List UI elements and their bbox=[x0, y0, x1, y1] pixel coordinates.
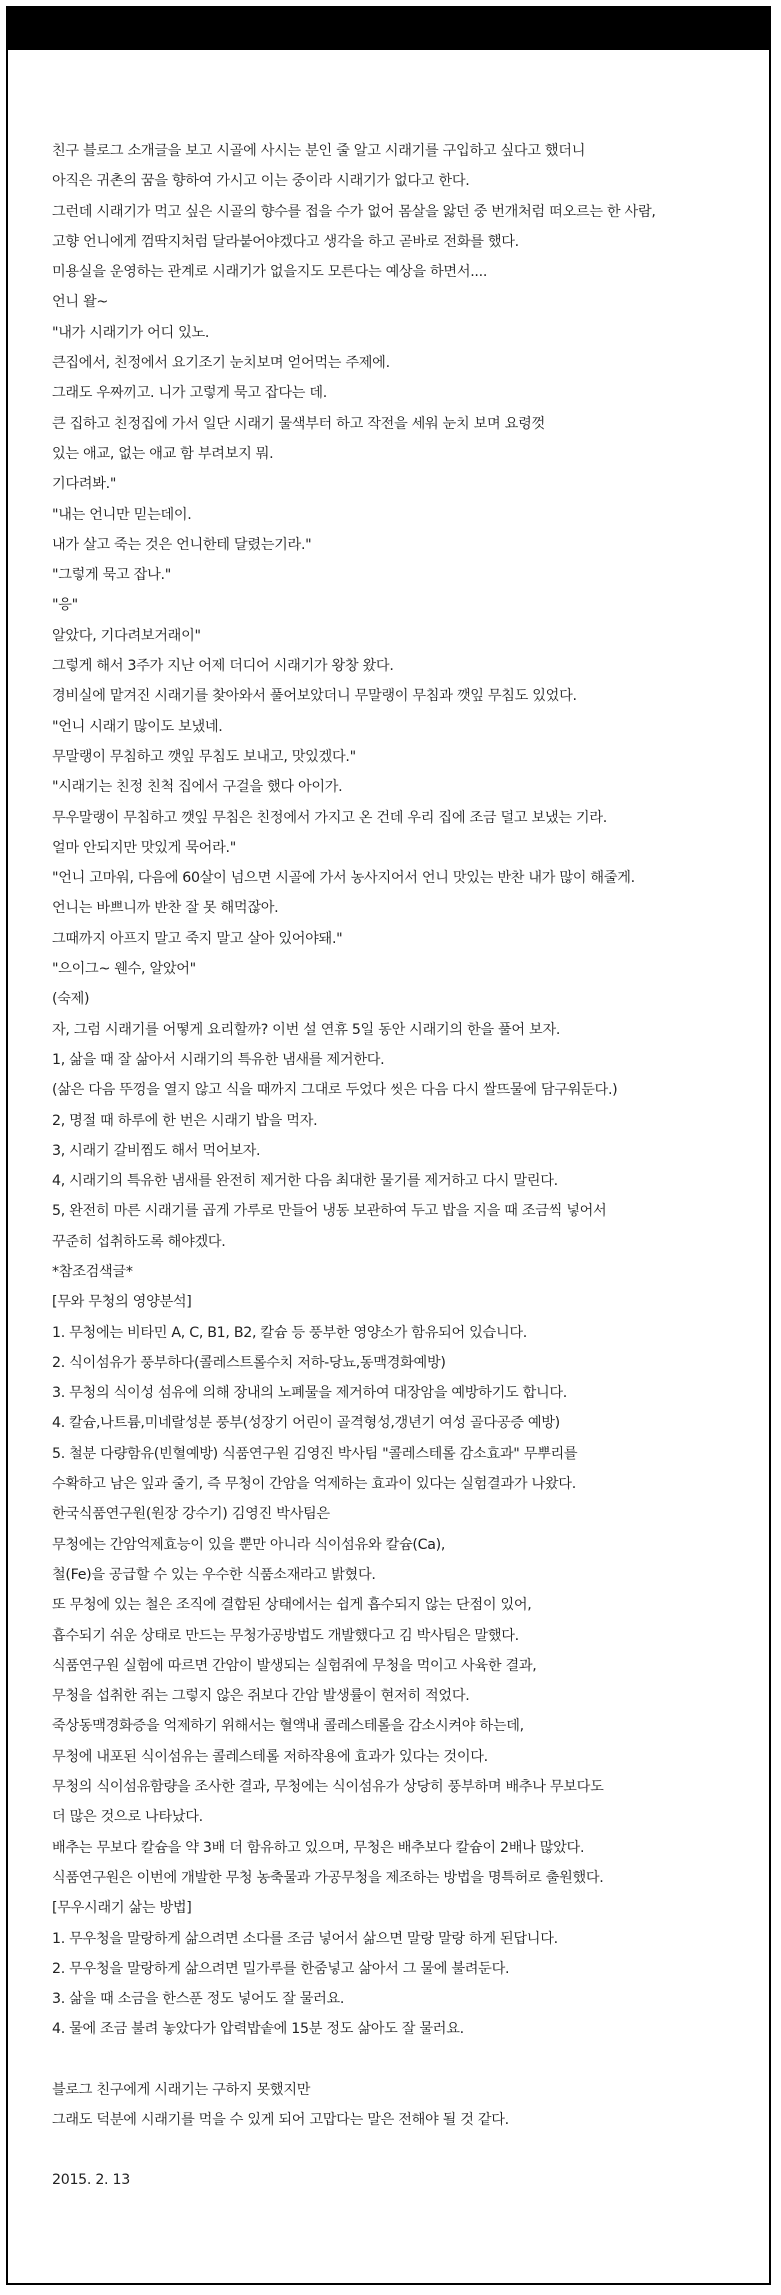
text-line: 알았다, 기다려보거래이" bbox=[52, 627, 201, 644]
post-text-lines bbox=[52, 136, 766, 2045]
text-line: 무말랭이 무침하고 깻잎 무침도 보내고, 맛있겠다." bbox=[52, 748, 356, 765]
text-line: "으이그~ 웬수, 알았어" bbox=[52, 961, 196, 978]
document-frame bbox=[6, 6, 771, 2285]
text-line: 4. 칼슘,나트륨,미네랄성분 풍부(성장기 어린이 골격형성,갱년기 여성 골다공증 예방) bbox=[52, 1415, 560, 1432]
text-line: 식품연구원 실험에 따르면 간암이 발생되는 실험쥐에 무청을 먹이고 사육한 결과, bbox=[52, 1657, 537, 1674]
text-line: 4, 시래기의 특유한 냄새를 완전히 제거한 다음 최대한 물기를 제거하고 다시 말린다. bbox=[52, 1173, 558, 1190]
text-line: 2. 무우청을 말랑하게 삶으려면 밀가루를 한줌넣고 삶아서 그 물에 불려둔다. bbox=[52, 1960, 510, 1977]
text-line: 그런데 시래기가 먹고 싶은 시골의 향수를 접을 수가 없어 몸살을 앓던 중 번개처럼 떠오르는 한 사람, bbox=[52, 203, 656, 220]
text-line: 1. 무우청을 말랑하게 삶으려면 소다를 조금 넣어서 삶으면 말랑 말랑 하게 된답니다. bbox=[52, 1930, 558, 1947]
text-line: (삶은 다음 뚜껑을 열지 않고 식을 때까지 그대로 두었다 씻은 다음 다시 쌀뜨물에 담구워둔다.) bbox=[52, 1082, 618, 1099]
text-line: 한국식품연구원(원장 강수기) 김영진 박사팀은 bbox=[52, 1506, 330, 1523]
text-line: 4. 물에 조금 불려 놓았다가 압력밥솥에 15분 정도 삶아도 잘 물러요. bbox=[52, 2021, 464, 2038]
text-line: 그때까지 아프지 말고 죽지 말고 살아 있어야돼." bbox=[52, 930, 343, 947]
text-line: 3, 시래기 갈비찜도 해서 먹어보자. bbox=[52, 1142, 261, 1159]
text-line: 언니는 바쁘니까 반찬 잘 못 해먹잖아. bbox=[52, 900, 279, 917]
text-line: 미용실을 운영하는 관계로 시래기가 없을지도 모른다는 예상을 하면서.... bbox=[52, 264, 488, 281]
text-line: 그래도 우짜끼고. 니가 고렇게 묵고 잡다는 데. bbox=[52, 385, 327, 402]
text-line: 경비실에 맡겨진 시래기를 찾아와서 풀어보았더니 무말랭이 무침과 깻잎 무침도 있었다. bbox=[52, 688, 577, 705]
top-black-bar bbox=[8, 8, 769, 50]
text-line: (숙제) bbox=[52, 991, 90, 1008]
text-line: 무청의 식이섬유함량을 조사한 결과, 무청에는 식이섬유가 상당히 풍부하며 배추나 무보다도 bbox=[52, 1779, 604, 1796]
text-line: 고향 언니에게 껌딱지처럼 달라붙어야겠다고 생각을 하고 곧바로 전화를 했다. bbox=[52, 233, 519, 250]
text-line: 무청에는 간암억제효능이 있을 뿐만 아니라 식이섬유와 칼슘(Ca), bbox=[52, 1536, 446, 1553]
text-line: 무청을 섭취한 쥐는 그렇지 않은 쥐보다 간암 발생률이 현저히 적었다. bbox=[52, 1688, 470, 1705]
text-line: 3. 무청의 식이성 섬유에 의해 장내의 노폐물을 제거하여 대장암을 예방하기도 합니다. bbox=[52, 1385, 568, 1402]
text-line: 5, 완전히 마른 시래기를 곱게 가루로 만들어 냉동 보관하여 두고 밥을 지을 때 조금씩 넣어서 bbox=[52, 1203, 607, 1220]
text-line: [무와 무청의 영양분석] bbox=[52, 1294, 192, 1311]
text-line: "내가 시래기가 어디 있노. bbox=[52, 324, 210, 341]
text-line: 2. 식이섬유가 풍부하다(콜레스트롤수치 저하-당뇨,동맥경화예방) bbox=[52, 1354, 446, 1371]
text-line: 무청에 내포된 식이섬유는 콜레스테롤 저하작용에 효과가 있다는 것이다. bbox=[52, 1748, 488, 1765]
text-line: *참조검색글* bbox=[52, 1263, 133, 1280]
text-line: 또 무청에 있는 철은 조직에 결합된 상태에서는 쉽게 흡수되지 않는 단점이 있어, bbox=[52, 1597, 532, 1614]
text-line: 철(Fe)을 공급할 수 있는 우수한 식품소재라고 밝혔다. bbox=[52, 1566, 376, 1583]
text-line: 기다려봐." bbox=[52, 476, 117, 493]
text-line: 더 많은 것으로 나타났다. bbox=[52, 1809, 203, 1826]
text-line: 수확하고 남은 잎과 줄기, 즉 무청이 간암을 억제하는 효과이 있다는 실험결과가 나왔다. bbox=[52, 1476, 576, 1493]
text-line: 2, 명절 때 하루에 한 번은 시래기 밥을 먹자. bbox=[52, 1112, 318, 1129]
text-line: "내는 언니만 믿는데이. bbox=[52, 506, 192, 523]
text-line: 5. 철분 다량함유(빈혈예방) 식품연구원 김영진 박사팀 "콜레스테롤 감소효과" 무뿌리를 bbox=[52, 1445, 578, 1462]
closing-line: 블로그 친구에게 시래기는 구하지 못했지만 bbox=[52, 2081, 311, 2098]
text-line: 얼마 안되지만 맛있게 묵어라." bbox=[52, 839, 236, 856]
text-line: 그렇게 해서 3주가 지난 어제 더디어 시래기가 왕창 왔다. bbox=[52, 658, 394, 675]
text-line: 죽상동맥경화증을 억제하기 위해서는 혈액내 콜레스테롤을 감소시켜야 하는데, bbox=[52, 1718, 524, 1735]
closing-paragraph bbox=[52, 2075, 766, 2136]
text-line: 1. 무청에는 비타민 A, C, B1, B2, 칼슘 등 풍부한 영양소가 함유되어 있습니다. bbox=[52, 1324, 527, 1341]
text-line: 큰집에서, 친정에서 요기조기 눈치보며 얻어먹는 주제에. bbox=[52, 355, 390, 372]
text-line: [무우시래기 삶는 방법] bbox=[52, 1900, 192, 1917]
text-line: 1, 삶을 때 잘 삶아서 시래기의 특유한 냄새를 제거한다. bbox=[52, 1051, 385, 1068]
post-body bbox=[52, 136, 766, 2196]
text-line: 큰 집하고 친정집에 가서 일단 시래기 물색부터 하고 작전을 세워 눈치 보며 요령껏 bbox=[52, 415, 545, 432]
post-date: 2015. 2. 13 bbox=[52, 2172, 130, 2189]
text-line: 3. 삶을 때 소금을 한스푼 정도 넣어도 잘 물러요. bbox=[52, 1991, 345, 2008]
text-line: 식품연구원은 이번에 개발한 무청 농축물과 가공무청을 제조하는 방법을 명특허로 출원했다. bbox=[52, 1869, 604, 1886]
text-line: 내가 살고 죽는 것은 언니한테 달렸는기라." bbox=[52, 536, 312, 553]
text-line: "언니 시래기 많이도 보냈네. bbox=[52, 718, 223, 735]
closing-line: 그래도 덕분에 시래기를 먹을 수 있게 되어 고맙다는 말은 전해야 될 것 같다. bbox=[52, 2112, 509, 2128]
text-line: 자, 그럼 시래기를 어떻게 요리할까? 이번 설 연휴 5일 동안 시래기의 한을 풀어 보자. bbox=[52, 1021, 561, 1038]
text-line: 아직은 귀촌의 꿈을 향하여 가시고 이는 중이라 시래기가 없다고 한다. bbox=[52, 173, 470, 190]
text-line: 언니 왈~ bbox=[52, 294, 109, 311]
text-line: "응" bbox=[52, 597, 78, 614]
text-line: 친구 블로그 소개글을 보고 시골에 사시는 분인 줄 알고 시래기를 구입하고 싶다고 했더니 bbox=[52, 143, 586, 159]
text-line: 흡수되기 쉬운 상태로 만드는 무청가공방법도 개발했다고 김 박사팀은 말했다. bbox=[52, 1627, 519, 1644]
text-line: "그렇게 묵고 잡나." bbox=[52, 567, 171, 584]
text-line: 있는 애교, 없는 애교 함 부려보지 뭐. bbox=[52, 445, 274, 462]
text-line: "시래기는 친정 친척 집에서 구걸을 했다 아이가. bbox=[52, 779, 343, 796]
text-line: 꾸준히 섭취하도록 해야겠다. bbox=[52, 1233, 226, 1250]
text-line: "언니 고마워, 다음에 60살이 넘으면 시골에 가서 농사지어서 언니 맛있는 반찬 내가 많이 해줄게. bbox=[52, 870, 635, 887]
text-line: 배추는 무보다 칼슘을 약 3배 더 함유하고 있으며, 무청은 배추보다 칼슘이 2배나 많았다. bbox=[52, 1839, 585, 1856]
text-line: 무우말랭이 무침하고 깻잎 무침은 친정에서 가지고 온 건데 우리 집에 조금 덜고 보냈는 기라. bbox=[52, 809, 607, 826]
